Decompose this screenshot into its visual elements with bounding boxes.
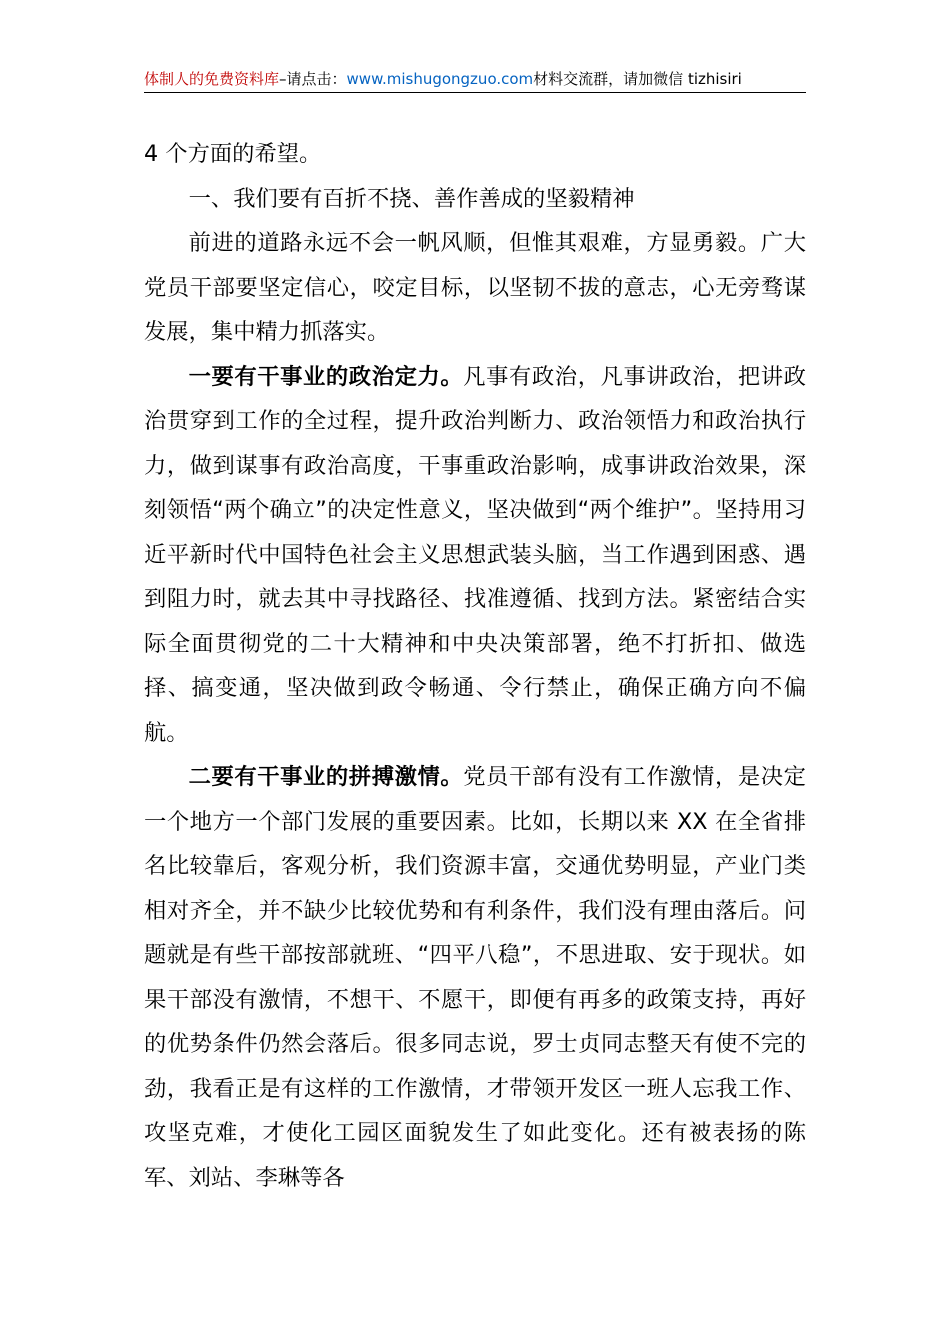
point-one-text: 凡事有政治，凡事讲政治，把讲政治贯穿到工作的全过程，提升政治判断力、政治领悟力和政治执行力，做到谋事有政治高度，干事重政治影响，成事讲政治效果，深刻领悟“两个确立”的决定性意义，坚决做到“两个维护”。坚持用习近平新时代中国特色社会主义思想武装头脑，当工作遇到困惑、遇到阻力时，就去其中寻找路径、找准遵循、找到方法。紧密结合实际全面贯彻党的二十大精神和中央决策部署，绝不打折扣、做选择、搞变通，坚决做到政令畅通、令行禁止，确保正确方向不偏航。 <box>144 363 806 746</box>
header-brand: 体制人的免费资料库 <box>144 70 280 88</box>
document-body <box>144 132 806 1200</box>
paragraph-point-one <box>144 355 806 756</box>
paragraph-point-two <box>144 755 806 1200</box>
point-one-lead: 一要有干事业的政治定力。 <box>188 363 464 390</box>
point-two-lead: 二要有干事业的拼搏激情。 <box>188 764 464 790</box>
header-note: 材料交流群，请加微信 tizhisiri <box>533 70 742 88</box>
paragraph-continuation: 4 个方面的希望。 <box>144 141 322 167</box>
header-link[interactable]: www.mishugongzuo.com <box>346 70 534 88</box>
point-two-text: 党员干部有没有工作激情，是决定一个地方一个部门发展的重要因素。比如，长期以来 XX 在全省排名比较靠后，客观分析，我们资源丰富，交通优势明显，产业门类相对齐全，并不缺少比较优势和有利条件，我们没有理由落后。问题就是有些干部按部就班、“四平八稳”，不思进取、安于现状。如果干部没有激情，不想干、不愿干，即便有再多的政策支持，再好的优势条件仍然会落后。很多同志说，罗士贞同志整天有使不完的劲，我看正是有这样的工作激情，才带领开发区一班人忘我工作、攻坚克难，才使化工园区面貌发生了如此变化。还有被表扬的陈军、刘站、李琳等各 <box>144 764 806 1191</box>
page-header <box>144 66 806 93</box>
header-separator: –请点击： <box>279 70 347 88</box>
paragraph-intro: 前进的道路永远不会一帆风顺，但惟其艰难，方显勇毅。广大党员干部要坚定信心，咬定目标，以坚韧不拔的意志，心无旁骛谋发展，集中精力抓落实。 <box>144 230 806 345</box>
section-heading: 一、我们要有百折不挠、善作善成的坚毅精神 <box>188 185 635 212</box>
